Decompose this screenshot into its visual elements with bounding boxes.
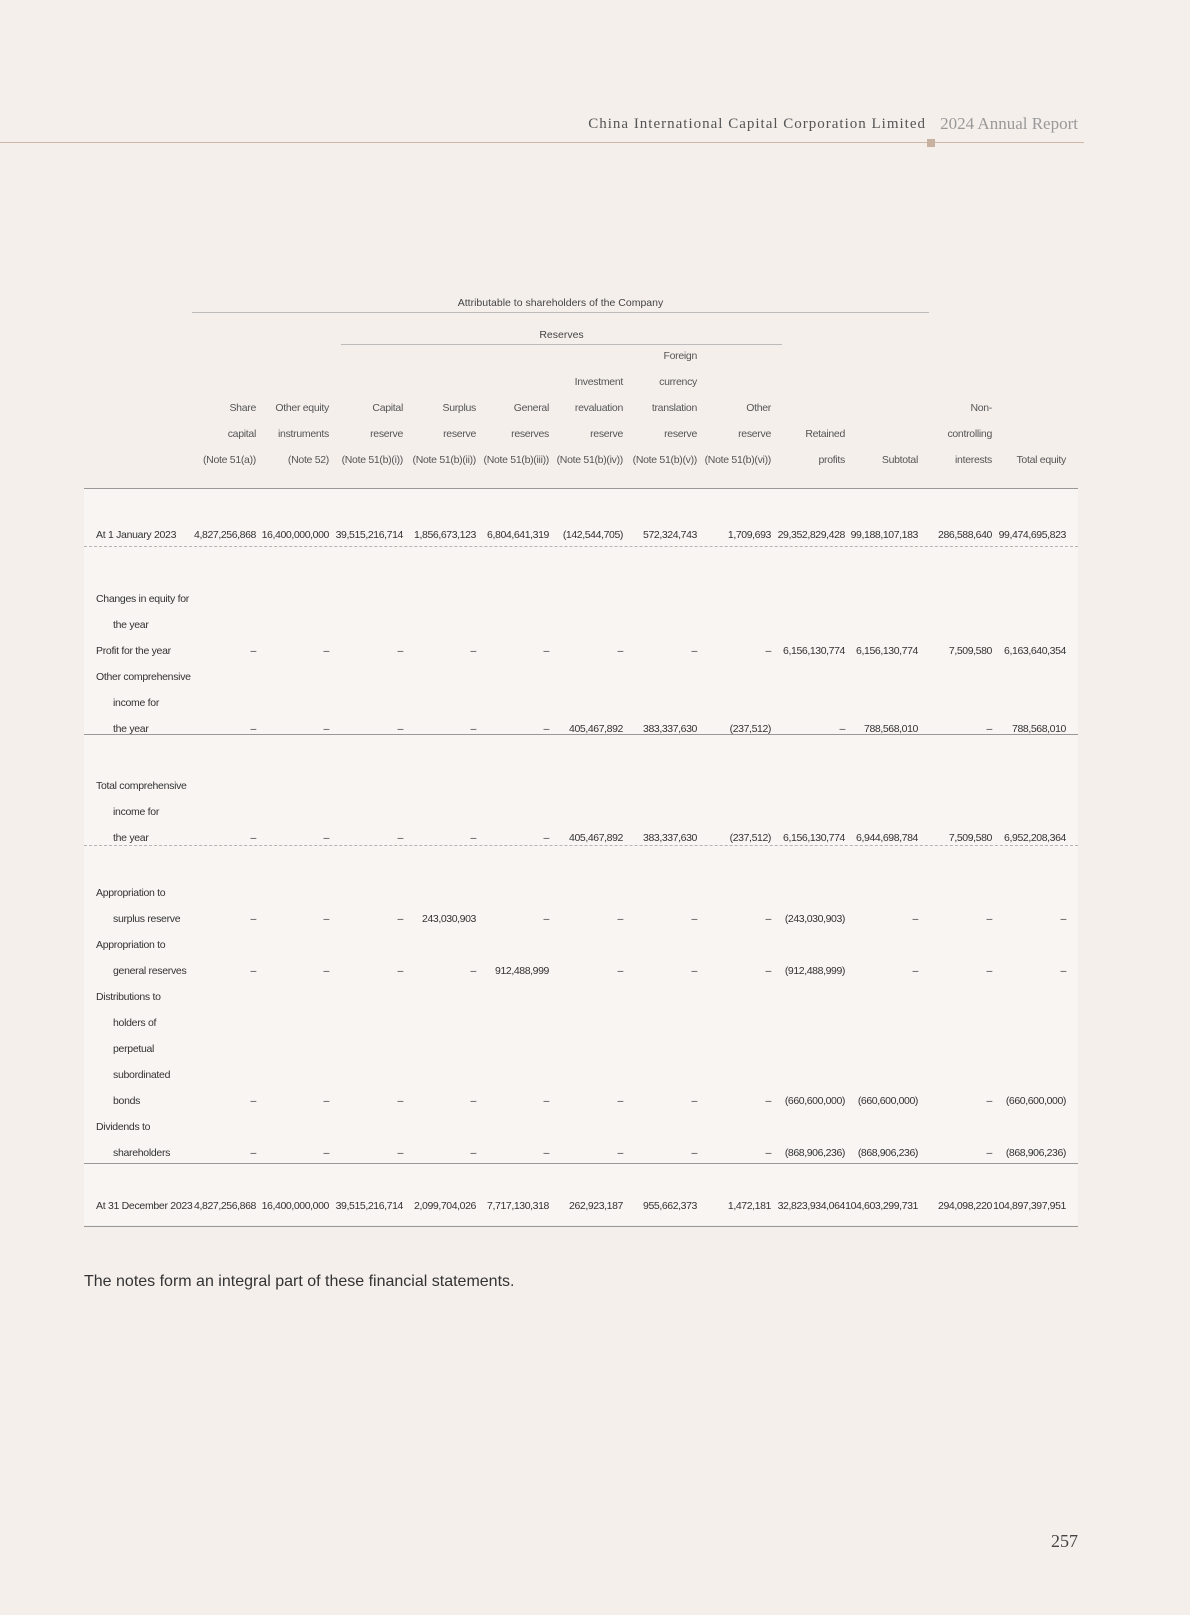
row-label: Total comprehensive <box>96 780 187 792</box>
table-cell: 7,509,580 <box>948 645 992 657</box>
table-cell: – <box>986 1095 992 1107</box>
table-cell: – <box>470 1147 476 1159</box>
table-cell: – <box>912 913 918 925</box>
table-cell: 955,662,373 <box>643 1200 697 1212</box>
row-label: At 31 December 2023 <box>96 1200 193 1212</box>
table-cell: 286,588,640 <box>938 529 992 541</box>
column-header-line: instruments <box>278 428 329 440</box>
table-cell: (142,544,705) <box>562 529 623 541</box>
table-cell: – <box>250 832 256 844</box>
column-header-line: currency <box>659 376 697 388</box>
table-cell: – <box>765 1095 771 1107</box>
table-cell: 383,337,630 <box>643 723 697 735</box>
company-name: China International Capital Corporation Limited <box>588 116 926 132</box>
report-title: 2024 Annual Report <box>940 114 1078 133</box>
table-cell: (660,600,000) <box>784 1095 845 1107</box>
table-cell: – <box>986 1147 992 1159</box>
row-label: bonds <box>113 1095 141 1107</box>
table-cell: – <box>397 723 403 735</box>
table-cell: – <box>617 645 623 657</box>
table-cell: – <box>323 723 329 735</box>
table-cell: – <box>470 645 476 657</box>
table-cell: 4,827,256,868 <box>194 529 256 541</box>
column-header-line: Retained <box>805 428 845 440</box>
table-cell: 2,099,704,026 <box>414 1200 476 1212</box>
table-cell: – <box>397 913 403 925</box>
table-cell: – <box>691 645 697 657</box>
column-header-line: Non- <box>970 402 992 414</box>
table-cell: – <box>470 965 476 977</box>
column-header-line: Foreign <box>663 350 697 362</box>
page-header <box>0 108 1084 143</box>
row-label: Profit for the year <box>96 645 171 657</box>
table-cell: – <box>617 1147 623 1159</box>
column-header-line: capital <box>227 428 256 440</box>
table-cell: (868,906,236) <box>784 1147 845 1159</box>
table-cell: – <box>691 1147 697 1159</box>
table-cell: 6,156,130,774 <box>783 645 845 657</box>
table-cell: (237,512) <box>729 832 771 844</box>
table-cell: – <box>250 1095 256 1107</box>
row-label: the year <box>113 832 149 844</box>
column-header-line: reserve <box>590 428 623 440</box>
table-cell: 104,603,299,731 <box>845 1200 918 1212</box>
row-label: the year <box>113 723 149 735</box>
table-cell: – <box>470 832 476 844</box>
column-header-line: Surplus <box>442 402 476 414</box>
table-cell: 6,804,641,319 <box>487 529 549 541</box>
table-cell: 16,400,000,000 <box>261 529 329 541</box>
table-cell: 7,509,580 <box>948 832 992 844</box>
table-cell: – <box>470 1095 476 1107</box>
table-cell: – <box>323 965 329 977</box>
table-cell: (237,512) <box>729 723 771 735</box>
table-cell: (660,600,000) <box>1005 1095 1066 1107</box>
column-header-line: (Note 51(b)(iii)) <box>483 454 549 466</box>
table-cell: (868,906,236) <box>1005 1147 1066 1159</box>
table-cell: (912,488,999) <box>784 965 845 977</box>
table-cell: 383,337,630 <box>643 832 697 844</box>
row-label: perpetual <box>113 1043 155 1055</box>
table-cell: (660,600,000) <box>857 1095 918 1107</box>
table-cell: – <box>543 1147 549 1159</box>
table-cell: – <box>617 1095 623 1107</box>
row-label: income for <box>113 806 160 818</box>
page-number: 257 <box>1051 1531 1078 1551</box>
table-cell: – <box>323 1147 329 1159</box>
table-cell: 39,515,216,714 <box>335 1200 403 1212</box>
column-header-line: (Note 52) <box>287 454 329 466</box>
table-cell: – <box>543 1095 549 1107</box>
table-cell: – <box>765 913 771 925</box>
column-header-line: Total equity <box>1016 454 1066 466</box>
table-cell: – <box>986 913 992 925</box>
table-cell: – <box>323 1095 329 1107</box>
table-cell: 243,030,903 <box>422 913 476 925</box>
table-rule <box>84 845 1078 846</box>
column-header-line: (Note 51(b)(v)) <box>632 454 697 466</box>
row-label: surplus reserve <box>113 913 181 925</box>
table-cell: 405,467,892 <box>569 832 623 844</box>
row-label: shareholders <box>113 1147 171 1159</box>
table-cell: – <box>543 723 549 735</box>
table-cell: 1,856,673,123 <box>414 529 476 541</box>
row-label: Distributions to <box>96 991 161 1003</box>
column-header-line: reserve <box>738 428 771 440</box>
table-cell: – <box>250 723 256 735</box>
table-cell: 32,823,934,064 <box>777 1200 845 1212</box>
column-header-line: interests <box>955 454 992 466</box>
table-cell: 6,952,208,364 <box>1004 832 1066 844</box>
table-cell: – <box>470 723 476 735</box>
footnote: The notes form an integral part of these financial statements. <box>84 1273 515 1290</box>
table-cell: – <box>1060 965 1066 977</box>
row-label: Appropriation to <box>96 887 166 899</box>
table-cell: – <box>323 645 329 657</box>
column-header-line: Capital <box>372 402 403 414</box>
table-cell: 262,923,187 <box>569 1200 623 1212</box>
group-header-attributable: Attributable to shareholders of the Company <box>192 297 929 313</box>
table-cell: – <box>323 832 329 844</box>
column-header-line: (Note 51(a)) <box>202 454 256 466</box>
table-cell: 6,944,698,784 <box>856 832 918 844</box>
column-header-line: reserves <box>511 428 549 440</box>
column-header-line: Subtotal <box>881 454 918 466</box>
table-cell: – <box>397 645 403 657</box>
table-cell: – <box>986 723 992 735</box>
row-label: general reserves <box>113 965 187 977</box>
table-cell: – <box>912 965 918 977</box>
row-label: the year <box>113 619 149 631</box>
table-rule <box>84 1226 1078 1227</box>
table-cell: (868,906,236) <box>857 1147 918 1159</box>
column-header-line: (Note 51(b)(vi)) <box>704 454 771 466</box>
row-label: holders of <box>113 1017 157 1029</box>
table-rule <box>84 546 1078 547</box>
table-cell: 1,709,693 <box>727 529 771 541</box>
table-cell: 1,472,181 <box>727 1200 771 1212</box>
table-cell: – <box>543 913 549 925</box>
header-mark <box>927 139 935 147</box>
table-cell: – <box>250 965 256 977</box>
table-cell: – <box>543 645 549 657</box>
column-header-line: (Note 51(b)(iv)) <box>556 454 623 466</box>
table-cell: 104,897,397,951 <box>993 1200 1066 1212</box>
column-header-line: reserve <box>443 428 476 440</box>
column-header-line: reserve <box>664 428 697 440</box>
table-cell: – <box>765 965 771 977</box>
row-label: income for <box>113 697 160 709</box>
table-cell: 99,474,695,823 <box>998 529 1066 541</box>
table-cell: – <box>250 645 256 657</box>
table-cell: – <box>397 965 403 977</box>
table-cell: – <box>397 1095 403 1107</box>
row-label: Other comprehensive <box>96 671 191 683</box>
table-cell: – <box>986 965 992 977</box>
column-header-line: Share <box>229 402 256 414</box>
table-cell: 788,568,010 <box>1012 723 1066 735</box>
table-rule <box>84 488 1078 489</box>
table-cell: – <box>765 1147 771 1159</box>
table-cell: 572,324,743 <box>643 529 697 541</box>
table-cell: 912,488,999 <box>495 965 549 977</box>
table-cell: 99,188,107,183 <box>850 529 918 541</box>
column-header-line: General <box>513 402 549 414</box>
table-cell: 4,827,256,868 <box>194 1200 256 1212</box>
row-label: Changes in equity for <box>96 593 189 605</box>
column-header-line: Investment <box>574 376 623 388</box>
table-cell: – <box>617 913 623 925</box>
table-cell: 788,568,010 <box>864 723 918 735</box>
table-cell: 405,467,892 <box>569 723 623 735</box>
table-cell: – <box>839 723 845 735</box>
table-cell: 16,400,000,000 <box>261 1200 329 1212</box>
table-cell: 6,163,640,354 <box>1004 645 1066 657</box>
column-header-line: profits <box>818 454 845 466</box>
table-cell: – <box>691 965 697 977</box>
table-cell: – <box>691 1095 697 1107</box>
table-rule <box>84 1163 1078 1164</box>
row-label: Appropriation to <box>96 939 166 951</box>
column-header-line: (Note 51(b)(ii)) <box>412 454 476 466</box>
column-header-line: revaluation <box>574 402 623 414</box>
column-header-line: (Note 51(b)(i)) <box>341 454 403 466</box>
row-label: subordinated <box>113 1069 171 1081</box>
table-body-background <box>84 489 1078 1225</box>
table-cell: (243,030,903) <box>784 913 845 925</box>
table-cell: – <box>250 913 256 925</box>
column-header-line: controlling <box>947 428 992 440</box>
column-header-line: reserve <box>370 428 403 440</box>
table-cell: 7,717,130,318 <box>487 1200 549 1212</box>
row-label: Dividends to <box>96 1121 151 1133</box>
column-header-line: Other equity <box>275 402 329 414</box>
table-cell: 6,156,130,774 <box>783 832 845 844</box>
column-header-line: Other <box>746 402 771 414</box>
table-cell: – <box>765 645 771 657</box>
table-cell: – <box>1060 913 1066 925</box>
table-cell: – <box>250 1147 256 1159</box>
table-cell: – <box>397 1147 403 1159</box>
table-cell: 29,352,829,428 <box>777 529 845 541</box>
table-cell: 294,098,220 <box>938 1200 992 1212</box>
table-cell: 6,156,130,774 <box>856 645 918 657</box>
row-label: At 1 January 2023 <box>96 529 177 541</box>
table-cell: – <box>617 965 623 977</box>
table-cell: – <box>397 832 403 844</box>
table-cell: – <box>691 913 697 925</box>
table-cell: – <box>543 832 549 844</box>
group-header-reserves: Reserves <box>341 329 782 345</box>
table-cell: – <box>323 913 329 925</box>
table-cell: 39,515,216,714 <box>335 529 403 541</box>
column-header-line: translation <box>651 402 697 414</box>
